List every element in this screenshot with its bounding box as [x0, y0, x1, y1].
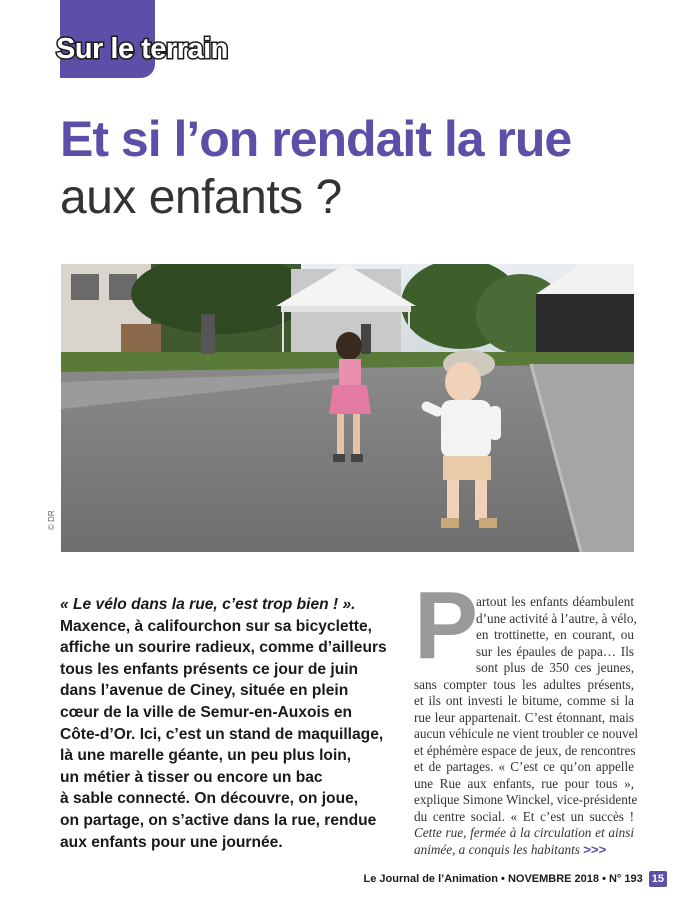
headline-line-1: Et si l’on rendait la rue	[60, 111, 572, 167]
body-column	[414, 594, 639, 858]
footer-text: Le Journal de l’Animation • NOVEMBRE 2018 • N° 193	[363, 873, 643, 885]
headline-line-2: aux enfants ?	[60, 171, 342, 224]
body-line: et de partages. « C’est ce qu’on appelle	[414, 759, 634, 774]
body-line: animée, a conquis les habitants	[414, 841, 580, 857]
drop-cap: P	[414, 572, 479, 679]
photo-credit: © DR	[47, 510, 56, 530]
lead-line: là une marelle géante, un peu plus loin,	[60, 747, 352, 765]
page-number: 15	[649, 871, 667, 887]
lead-line: Maxence, à califourchon sur sa bicyclette,	[60, 617, 372, 635]
article-photo	[61, 264, 634, 552]
lead-line: tous les enfants présents ce jour de juin	[60, 660, 359, 678]
lead-line: Côte-d’Or. Ici, c’est un stand de maquillage,	[60, 725, 384, 743]
lead-quote: « Le vélo dans la rue, c’est trop bien ! ».	[60, 596, 356, 613]
body-line: explique Simone Winckel, vice-présidente	[414, 792, 638, 807]
body-last-line	[414, 842, 634, 859]
lead-line: cœur de la ville de Semur-en-Auxois en	[60, 703, 353, 721]
lead-line: aux enfants pour une journée.	[60, 833, 283, 851]
section-label: Sur le terrain	[56, 33, 228, 65]
body-line: sans compter tous les adultes présents,	[414, 676, 634, 692]
lead-paragraph	[60, 594, 395, 853]
continue-arrows-icon: >>>	[583, 841, 607, 857]
body-line: et éphémère espace de jeux, de rencontres	[414, 742, 636, 758]
lead-line: dans l’avenue de Ciney, située en plein	[60, 682, 349, 700]
lead-line: on partage, on s’active dans la rue, rendue	[60, 811, 377, 829]
body-line: une Rue aux enfants, rue pour tous »,	[414, 775, 634, 791]
body-line: en trottinette, en courant, ou	[476, 627, 634, 642]
body-line: du centre social. « Et c’est un succès !	[414, 808, 634, 824]
photo-icon	[61, 264, 634, 552]
body-line: rue leur appartenait. C’est étonnant, mais	[414, 709, 634, 725]
body-line: aucun véhicule ne vient troubler ce nouvel	[414, 726, 639, 741]
body-line: artout les enfants déambulent	[476, 594, 634, 609]
body-line: sont plus de 350 ces jeunes,	[476, 660, 634, 675]
lead-line: affiche un sourire radieux, comme d’ailleurs	[60, 639, 387, 657]
body-line: et ils ont investi le bitume, comme si la	[414, 693, 634, 708]
body-line: Cette rue, fermée à la circulation et ainsi	[414, 825, 634, 840]
lead-line: à sable connecté. On découvre, on joue,	[60, 790, 359, 808]
body-line: sur les épaules de papa… Ils	[476, 643, 634, 659]
page-footer	[364, 871, 667, 887]
body-line: d’une activité à l’autre, à vélo,	[476, 610, 637, 626]
lead-line: un métier à tisser ou encore un bac	[60, 768, 323, 786]
